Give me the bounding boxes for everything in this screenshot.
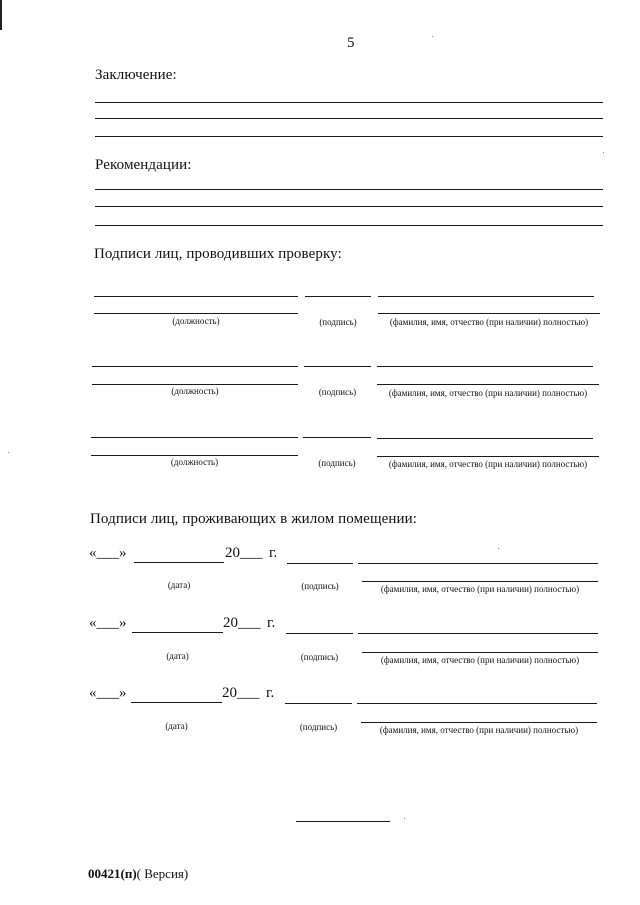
full-name-caption: (фамилия, имя, отчество (при наличии) полностью) xyxy=(388,388,588,398)
year-prefix: 20___ xyxy=(222,685,260,701)
date-caption: (дата) xyxy=(165,721,188,731)
full-name-line-upper xyxy=(358,563,598,564)
position-line xyxy=(91,455,298,456)
signature-line xyxy=(305,296,371,297)
position-caption: (должность) xyxy=(170,457,219,467)
full-name-line-upper xyxy=(358,633,598,634)
scan-speck xyxy=(432,36,433,37)
signature-line xyxy=(285,703,352,704)
year-prefix: 20___ xyxy=(223,615,261,631)
date-day-field: «___» xyxy=(89,545,127,561)
full-name-line xyxy=(377,384,599,385)
full-name-line-upper xyxy=(377,438,593,439)
date-day-field: «___» xyxy=(89,685,127,701)
full-name-line xyxy=(362,581,598,582)
position-caption: (должность) xyxy=(171,386,219,396)
position-caption: (должность) xyxy=(172,316,220,326)
date-caption: (дата) xyxy=(167,580,191,590)
position-line-upper xyxy=(94,296,298,297)
signature-caption: (подпись) xyxy=(318,387,357,397)
position-line xyxy=(92,384,298,385)
conclusion-line xyxy=(95,118,603,119)
form-version: ( Версия) xyxy=(136,866,189,881)
scan-speck xyxy=(8,452,9,453)
signature-caption: (подпись) xyxy=(300,652,339,662)
year-prefix: 20___ xyxy=(225,545,263,561)
conclusion-line xyxy=(95,102,603,103)
year-suffix: г. xyxy=(267,615,276,631)
signature-caption: (подпись) xyxy=(299,722,338,732)
form-code: 00421(п) xyxy=(88,866,137,881)
signature-caption: (подпись) xyxy=(318,458,356,468)
date-caption: (дата) xyxy=(166,651,189,661)
signature-line xyxy=(286,633,353,634)
footer-form-code xyxy=(88,866,188,882)
scan-speck xyxy=(404,818,405,819)
signature-line xyxy=(303,437,371,438)
full-name-caption: (фамилия, имя, отчество (при наличии) полностью) xyxy=(379,725,579,735)
full-name-line xyxy=(377,456,599,457)
year-suffix: г. xyxy=(266,685,275,701)
end-separator xyxy=(296,821,390,822)
recommendations-line xyxy=(95,189,603,190)
position-line-upper xyxy=(91,437,298,438)
full-name-caption: (фамилия, имя, отчество (при наличии) полностью) xyxy=(380,584,580,594)
full-name-line-upper xyxy=(357,703,597,704)
signature-caption: (подпись) xyxy=(319,317,357,327)
recommendations-label: Рекомендации: xyxy=(95,157,192,173)
date-day-field: «___» xyxy=(89,615,127,631)
scan-speck xyxy=(603,152,604,153)
recommendations-line xyxy=(95,206,603,207)
conclusion-line xyxy=(95,136,603,137)
position-line xyxy=(94,313,298,314)
full-name-line-upper xyxy=(377,366,593,367)
date-month-line xyxy=(131,702,222,703)
residents-heading: Подписи лиц, проживающих в жилом помещении: xyxy=(90,511,417,527)
full-name-line-upper xyxy=(378,296,594,297)
page-number: 5 xyxy=(347,35,355,51)
date-month-line xyxy=(132,632,223,633)
scan-edge-mark xyxy=(0,0,2,30)
full-name-line xyxy=(361,722,597,723)
scan-speck xyxy=(498,548,499,549)
year-suffix: г. xyxy=(269,545,278,561)
signature-line xyxy=(304,366,371,367)
signature-line xyxy=(287,563,353,564)
full-name-caption: (фамилия, имя, отчество (при наличии) полностью) xyxy=(389,317,589,327)
full-name-line xyxy=(378,313,600,314)
conclusion-label: Заключение: xyxy=(95,67,177,83)
date-month-line xyxy=(134,562,224,563)
full-name-line xyxy=(362,652,598,653)
inspectors-heading: Подписи лиц, проводивших проверку: xyxy=(94,246,342,262)
full-name-caption: (фамилия, имя, отчество (при наличии) полностью) xyxy=(388,459,588,469)
position-line-upper xyxy=(92,366,298,367)
full-name-caption: (фамилия, имя, отчество (при наличии) полностью) xyxy=(380,655,580,665)
recommendations-line xyxy=(95,225,603,226)
signature-caption: (подпись) xyxy=(301,581,339,591)
